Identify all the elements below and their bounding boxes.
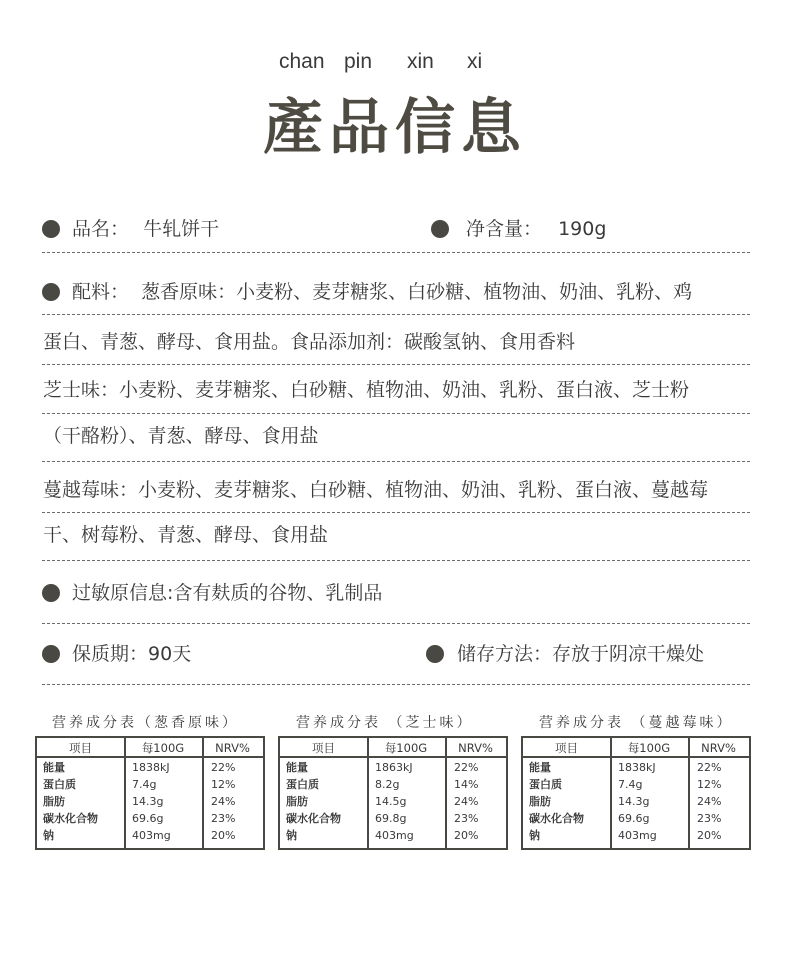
table-cell: 脂肪: [43, 795, 65, 808]
table-cell: 脂肪: [286, 795, 308, 808]
table-cell: 22%: [697, 761, 722, 774]
table-header-cell: NRV%: [458, 741, 493, 755]
product-name-value: 牛轧饼干: [143, 218, 220, 240]
ingredients-line: 芝士味：小麦粉、麦芽糖浆、白砂糖、植物油、奶油、乳粉、蛋白液、芝士粉: [43, 379, 690, 401]
table-cell: 403mg: [618, 829, 657, 842]
table-cell: 蛋白质: [43, 778, 76, 791]
table-cell: 能量: [286, 761, 308, 774]
product-name-label: 品名：: [72, 218, 130, 240]
table-cell: 14.3g: [132, 795, 164, 808]
bullet-dot-icon: [42, 220, 60, 238]
table-header-cell: 每100G: [627, 741, 671, 755]
table-cell: 碳水化合物: [529, 812, 584, 825]
table-cell: 69.6g: [618, 812, 650, 825]
ingredients-line: 干、树莓粉、青葱、酵母、食用盐: [43, 524, 329, 546]
table-header-cell: NRV%: [215, 741, 250, 755]
dashed-divider: [42, 461, 750, 462]
table-header-cell: NRV%: [701, 741, 736, 755]
dashed-divider: [42, 252, 750, 253]
nutrition-table-caption: 营养成分表 （蔓越莓味）: [539, 715, 734, 731]
table-cell: 69.8g: [375, 812, 407, 825]
nutrition-table-caption: 营养成分表 （芝士味）: [296, 715, 474, 731]
table-cell: 20%: [454, 829, 479, 842]
ingredients-row: [72, 279, 692, 305]
table-cell: 14%: [454, 778, 479, 791]
table-cell: 蛋白质: [286, 778, 319, 791]
page-title: 產品信息: [263, 93, 527, 163]
table-cell: 钠: [43, 829, 54, 842]
pinyin-word: pin: [344, 50, 373, 73]
dashed-divider: [42, 364, 750, 365]
table-cell: 23%: [454, 812, 479, 825]
pinyin-row: [0, 50, 790, 76]
table-cell: 403mg: [375, 829, 414, 842]
net-weight-value: 190g: [558, 218, 607, 240]
ingredients-line: 蛋白、青葱、酵母、食用盐。食品添加剂：碳酸氢钠、食用香料: [43, 331, 576, 353]
table-cell: 蛋白质: [529, 778, 562, 791]
table-cell: 24%: [697, 795, 722, 808]
ingredients-line: 蔓越莓味：小麦粉、麦芽糖浆、白砂糖、植物油、奶油、乳粉、蛋白液、蔓越莓: [43, 479, 709, 501]
table-cell: 7.4g: [618, 778, 643, 791]
table-cell: 钠: [529, 829, 540, 842]
dashed-divider: [42, 560, 750, 561]
allergen-row: [72, 580, 382, 606]
table-cell: 14.3g: [618, 795, 650, 808]
nutrition-table: [35, 736, 265, 850]
bullet-dot-icon: [42, 645, 60, 663]
shelf-life-value: 90天: [148, 643, 192, 665]
storage-label: 储存方法：: [457, 643, 553, 665]
ingredients-line: （干酪粉）、青葱、酵母、食用盐: [43, 425, 319, 447]
table-header-cell: 项目: [555, 741, 578, 755]
dashed-divider: [42, 413, 750, 414]
dashed-divider: [42, 623, 750, 624]
table-header-cell: 每100G: [384, 741, 428, 755]
pinyin-word: xin: [407, 50, 434, 73]
table-cell: 24%: [211, 795, 236, 808]
shelf-life-row: [72, 641, 191, 667]
dashed-divider: [42, 684, 750, 685]
table-header-cell: 每100G: [141, 741, 185, 755]
bullet-dot-icon: [42, 283, 60, 301]
nutrition-table: [521, 736, 751, 850]
table-cell: 碳水化合物: [286, 812, 341, 825]
table-cell: 脂肪: [529, 795, 551, 808]
dashed-divider: [42, 512, 750, 513]
table-cell: 能量: [43, 761, 65, 774]
ingredients-label: 配料：: [72, 281, 130, 303]
table-cell: 8.2g: [375, 778, 400, 791]
table-cell: 23%: [211, 812, 236, 825]
storage-value: 存放于阴凉干燥处: [552, 643, 705, 665]
ingredients-line: 葱香原味：小麦粉、麦芽糖浆、白砂糖、植物油、奶油、乳粉、鸡: [141, 281, 693, 303]
table-cell: 碳水化合物: [43, 812, 98, 825]
allergen-value: 含有麸质的谷物、乳制品: [173, 582, 383, 604]
table-header-cell: 项目: [312, 741, 335, 755]
table-cell: 24%: [454, 795, 479, 808]
storage-row: [457, 641, 704, 667]
table-cell: 1838kJ: [132, 761, 170, 774]
table-cell: 23%: [697, 812, 722, 825]
table-cell: 20%: [697, 829, 722, 842]
bullet-dot-icon: [426, 645, 444, 663]
pinyin-word: xi: [467, 50, 483, 73]
table-cell: 7.4g: [132, 778, 157, 791]
table-cell: 20%: [211, 829, 236, 842]
table-cell: 12%: [211, 778, 236, 791]
table-cell: 69.6g: [132, 812, 164, 825]
table-cell: 403mg: [132, 829, 171, 842]
pinyin-word: chan: [279, 50, 325, 73]
table-cell: 1838kJ: [618, 761, 656, 774]
table-header-cell: 项目: [69, 741, 92, 755]
bullet-dot-icon: [42, 584, 60, 602]
dashed-divider: [42, 314, 750, 315]
net-weight-label: 净含量：: [466, 218, 543, 240]
net-weight-row: [466, 216, 606, 242]
table-cell: 22%: [454, 761, 479, 774]
bullet-dot-icon: [431, 220, 449, 238]
allergen-label: 过敏原信息:: [72, 582, 174, 604]
table-cell: 14.5g: [375, 795, 407, 808]
nutrition-table: [278, 736, 508, 850]
shelf-life-label: 保质期：: [72, 643, 149, 665]
product-name-row: [72, 216, 219, 242]
table-cell: 1863kJ: [375, 761, 413, 774]
table-cell: 钠: [286, 829, 297, 842]
nutrition-table-caption: 营养成分表（葱香原味）: [52, 715, 239, 731]
table-cell: 能量: [529, 761, 551, 774]
table-cell: 22%: [211, 761, 236, 774]
table-cell: 12%: [697, 778, 722, 791]
